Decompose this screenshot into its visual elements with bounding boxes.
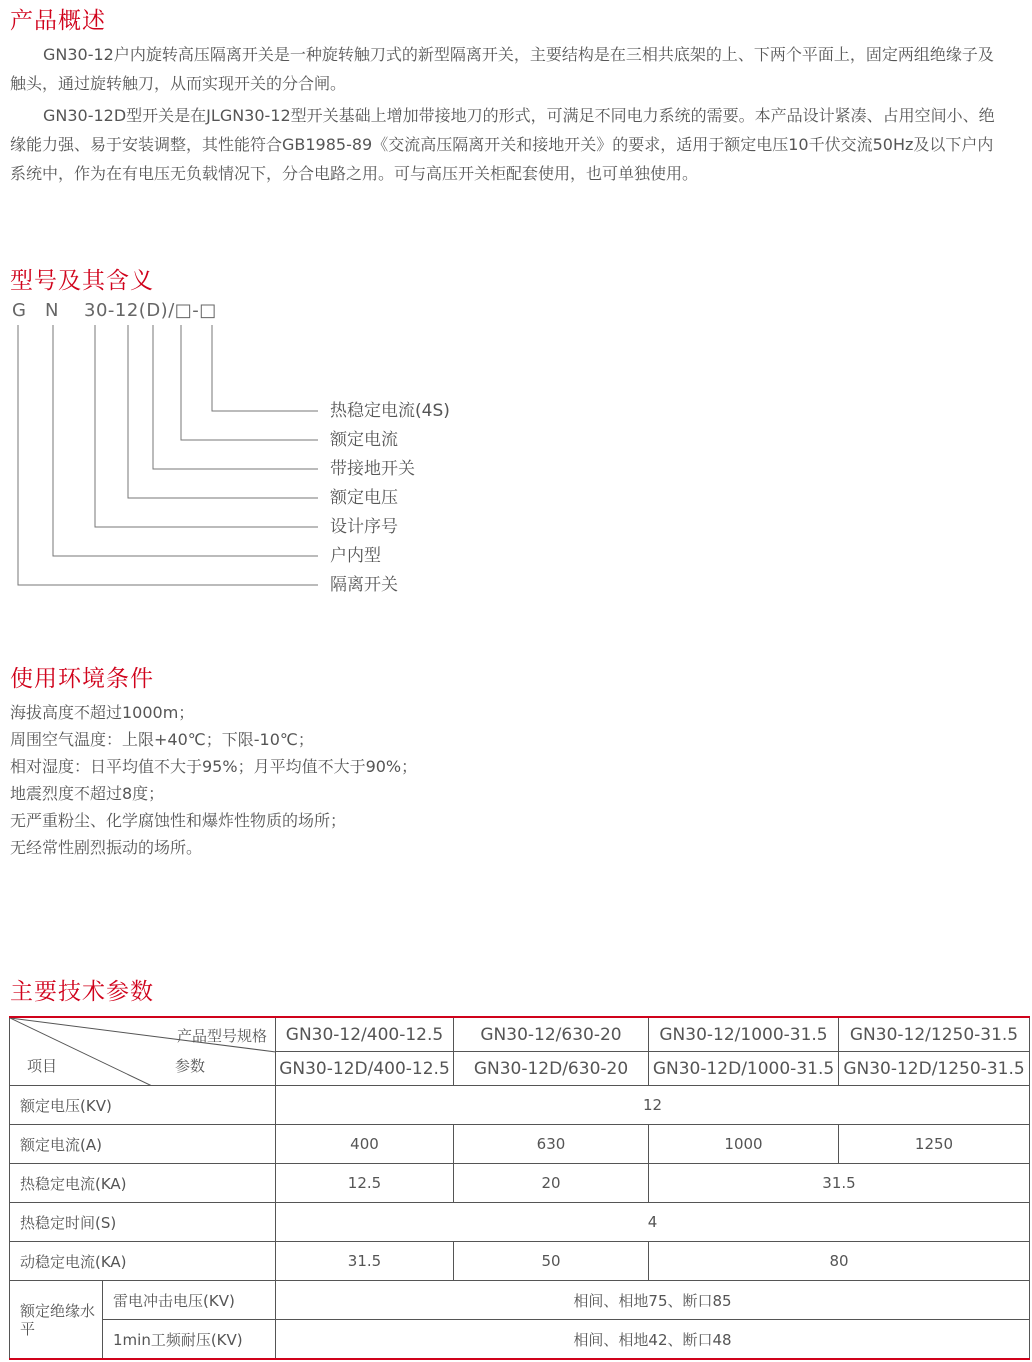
- cell-value: 80: [649, 1242, 1030, 1281]
- table-row: [10, 1320, 1030, 1360]
- list-item: 地震烈度不超过8度；: [10, 784, 165, 803]
- cell-value: 相间、相地75、断口85: [276, 1281, 1030, 1320]
- code-letter-n: N: [45, 300, 59, 321]
- cell-value: 1250: [839, 1125, 1030, 1164]
- label-earthing-switch: 带接地开关: [330, 459, 415, 479]
- model-a-2: GN30-12/630-20: [454, 1017, 649, 1052]
- model-a-4: GN30-12/1250-31.5: [839, 1017, 1030, 1052]
- header-param-label: 参数: [175, 1057, 206, 1075]
- list-item: 相对湿度：日平均值不大于95%；月平均值不大于90%；: [10, 757, 418, 776]
- overview-paragraph-1: GN30-12户内旋转高压隔离开关是一种旋转触刀式的新型隔离开关，主要结构是在三相共底架的上、下两个平面上，固定两组绝缘子及触头，通过旋转触刀，从而实现开关的分合闸。: [10, 45, 994, 93]
- model-title: 型号及其含义: [10, 268, 154, 294]
- table-row: [10, 1203, 1030, 1242]
- overview-paragraph-2: GN30-12D型开关是在JLGN30-12型开关基础上增加带接地刀的形式，可满足不同电力系统的需要。本产品设计紧凑、占用空间小、绝缘能力强、易于安装调整，其性能符合GB1985-89《交流高压隔离开关和接地开关》的要求，适用于额定电压10千伏交流50Hz及以下户内系统中，作为在有电压无负载情况下，分合电路之用。可与高压开关柜配套使用，也可单独使用。: [10, 106, 995, 183]
- cell-value: 12.5: [276, 1164, 454, 1203]
- row-label: 1min工频耐压(KV): [103, 1320, 276, 1360]
- label-rated-voltage: 额定电压: [330, 488, 398, 508]
- cell-value: 50: [454, 1242, 649, 1281]
- leader-line-earthing: [153, 325, 318, 469]
- label-isolating-switch: 隔离开关: [330, 575, 398, 595]
- label-indoor-type: 户内型: [330, 546, 381, 566]
- cell-value: 1000: [649, 1125, 839, 1164]
- row-label: 动稳定电流(KA): [10, 1242, 276, 1281]
- overview-title: 产品概述: [10, 8, 106, 34]
- table-row: [10, 1125, 1030, 1164]
- label-design-number: 设计序号: [330, 517, 398, 537]
- row-label: 额定电流(A): [10, 1125, 276, 1164]
- row-label: 雷电冲击电压(KV): [103, 1281, 276, 1320]
- code-letter-g: G: [12, 300, 27, 321]
- cell-value: 4: [276, 1203, 1030, 1242]
- leader-line-thermal-current: [212, 325, 318, 411]
- list-item: 无严重粉尘、化学腐蚀性和爆炸性物质的场所；: [10, 811, 347, 830]
- model-b-2: GN30-12D/630-20: [454, 1052, 649, 1086]
- header-item-label: 项目: [27, 1057, 58, 1075]
- table-row: [10, 1242, 1030, 1281]
- row-label: 热稳定电流(KA): [10, 1164, 276, 1203]
- cell-value: 31.5: [649, 1164, 1030, 1203]
- model-b-3: GN30-12D/1000-31.5: [649, 1052, 839, 1086]
- row-label: 热稳定时间(S): [10, 1203, 276, 1242]
- list-item: 海拔高度不超过1000m；: [10, 703, 195, 722]
- leader-line-rated-current: [181, 325, 318, 440]
- table-row: [10, 1086, 1030, 1125]
- model-code-diagram: [0, 0, 340, 600]
- specs-title: 主要技术参数: [10, 979, 154, 1005]
- list-item: 无经常性剧烈振动的场所。: [10, 838, 203, 857]
- model-a-3: GN30-12/1000-31.5: [649, 1017, 839, 1052]
- table-row: [10, 1017, 1030, 1052]
- cell-value: 12: [276, 1086, 1030, 1125]
- row-label-insulation: 额定绝缘水平: [10, 1281, 103, 1360]
- label-thermal-current: 热稳定电流(4S): [330, 401, 450, 421]
- cell-value: 31.5: [276, 1242, 454, 1281]
- spec-table: [9, 1016, 1030, 1360]
- cell-value: 400: [276, 1125, 454, 1164]
- model-b-4: GN30-12D/1250-31.5: [839, 1052, 1030, 1086]
- list-item: 周围空气温度：上限+40℃；下限-10℃；: [10, 730, 314, 749]
- cell-value: 相间、相地42、断口48: [276, 1320, 1030, 1360]
- row-label: 额定电压(KV): [10, 1086, 276, 1125]
- leader-line-isolator: [18, 325, 318, 585]
- model-b-1: GN30-12D/400-12.5: [276, 1052, 454, 1086]
- cell-value: 630: [454, 1125, 649, 1164]
- label-rated-current: 额定电流: [330, 430, 398, 450]
- code-rest: 30-12(D)/□-□: [84, 300, 217, 321]
- env-list: [10, 699, 417, 861]
- env-title: 使用环境条件: [10, 666, 154, 692]
- header-diagonal-cell: [10, 1017, 276, 1086]
- model-a-1: GN30-12/400-12.5: [276, 1017, 454, 1052]
- cell-value: 20: [454, 1164, 649, 1203]
- header-spec-label: 产品型号规格: [176, 1027, 267, 1045]
- table-row: [10, 1281, 1030, 1320]
- table-row: [10, 1164, 1030, 1203]
